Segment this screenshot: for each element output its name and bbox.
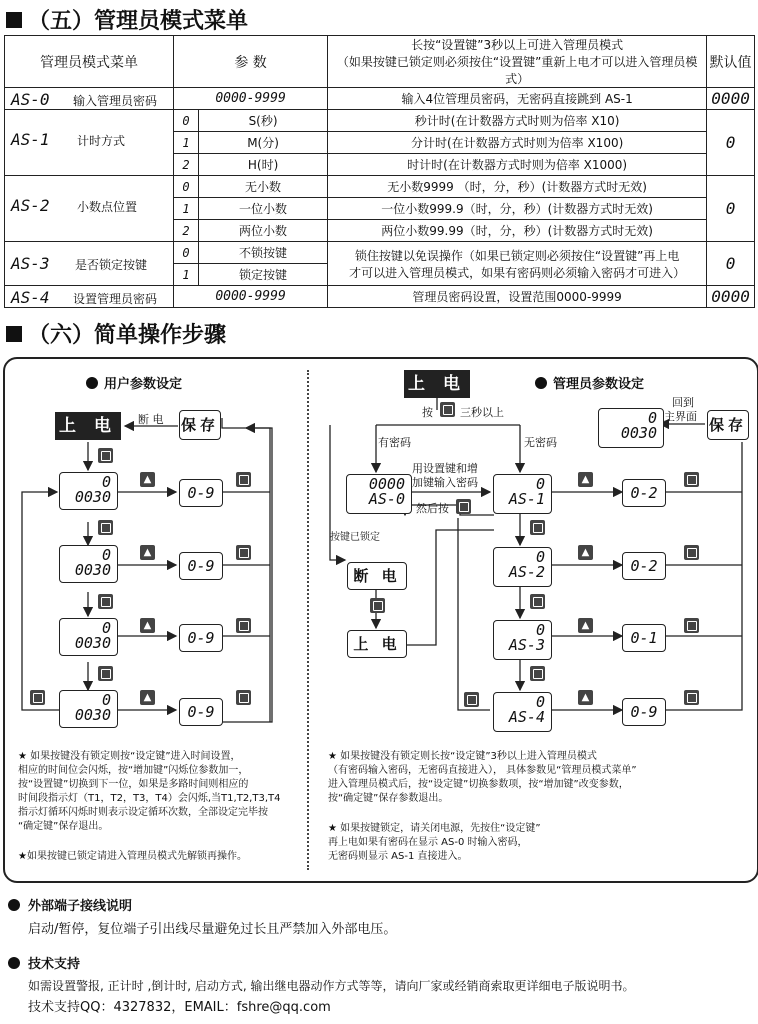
header-param: 参 数 [174,36,328,88]
power-off-box: 断 电 [347,562,407,590]
as4-display: 0 AS-4 [493,692,552,732]
table-row: AS-2 小数点位置 0 无小数 无小数9999 （时，分，秒）(计数器方式时无效) 0 [5,176,755,198]
right-panel-title: 管理员参数设定 [535,373,644,392]
value-range-2: 0-9 [179,552,223,580]
set-key-icon[interactable] [456,499,471,514]
section5-title: （五）管理员模式菜单 [6,4,248,35]
bullet-icon [8,899,20,911]
left-note-1: ★ 如果按键没有锁定则按“设定键”进入时间设置， 相应的时间位会闪烁，按“增加键”闪烁位参数加一， 按“设置键”切换到下一位，如果是多路时间则相应的 时间段指示灯（T1，T2，T3，T4）会闪烁,当T1,T2,T3,T4 指示灯循环闪烁时则表示设定循环次数，全部设定完毕按 “确定键”保存退出。 [18,751,281,832]
row-desc: 输入4位管理员密码，无密码直接跳到 AS-1 [328,88,707,110]
bullet-icon [86,377,98,389]
table-row: AS-0 输入管理员密码 0000-9999 输入4位管理员密码，无密码直接跳到 AS-1 0000 [5,88,755,110]
increase-key-icon[interactable]: ▲ [578,690,593,705]
power-on-box: 上 电 [347,630,407,658]
increase-key-icon[interactable]: ▲ [140,690,155,705]
set-key-icon[interactable] [530,520,545,535]
power-off-label: 断 电 [138,413,164,426]
time-display-1: 0 0030 [59,472,118,510]
set-key-icon[interactable] [236,690,251,705]
set-key-icon[interactable] [464,692,479,707]
as1-range: 0-2 [622,479,666,507]
value-range-4: 0-9 [179,698,223,726]
table-row: 1 锁定按键 [5,264,755,286]
as2-display: 0 AS-2 [493,547,552,587]
set-key-icon[interactable] [684,690,699,705]
set-key-icon[interactable] [98,666,113,681]
value-range-3: 0-9 [179,624,223,652]
table-row: 1 M(分) 分计时(在计数器方式时则为倍率 X100) [5,132,755,154]
set-key-icon[interactable] [98,448,113,463]
value-range-1: 0-9 [179,479,223,507]
as4-range: 0-9 [622,698,666,726]
header-desc: 长按“设置键”3秒以上可进入管理员模式 （如果按键已锁定则必须按住“设置键”重新上电才可以进入管理员模式） [328,36,707,88]
wiring-text: 启动/暂停，复位端子引出线尽量避免过长且严禁加入外部电压。 [28,922,397,937]
table-row: AS-4 设置管理员密码 0000-9999 管理员密码设置，设置范围0000-9999 0000 [5,286,755,308]
admin-power-on-label: 上 电 [404,370,470,398]
wiring-heading: 外部端子接线说明 [8,895,132,914]
set-key-icon[interactable] [98,520,113,535]
table-row: AS-3 是否锁定按键 0 不锁按键 锁住按键以免误操作（如果已锁定则必须按住“设置键”再上电 才可以进入管理员模式，如果有密码则必须输入密码才可进入） 0 [5,242,755,264]
set-key-icon[interactable] [370,598,385,613]
support-contact: 技术支持QQ：4327832，EMAIL：fshre@qq.com [28,1000,331,1015]
right-note-2: ★ 如果按键锁定，请关闭电源，先按住“设定键” 再上电如果有密码在显示 AS-0 时输入密码， 无密码则显示 AS-1 直接进入。 [328,823,541,862]
increase-key-icon[interactable]: ▲ [140,472,155,487]
support-heading: 技术支持 [8,953,80,972]
power-on-label: 上 电 [55,412,121,440]
set-key-icon[interactable] [30,690,45,705]
table-row: AS-1 计时方式 0 S(秒) 秒计时(在计数器方式时则为倍率 X10) 0 [5,110,755,132]
as2-range: 0-2 [622,552,666,580]
time-display-2: 0 0030 [59,545,118,583]
set-key-icon[interactable] [684,545,699,560]
set-key-icon[interactable] [236,545,251,560]
support-text: 如需设置警报, 正计时 ,倒计时, 启动方式, 输出继电器动作方式等等，请向厂家或经销商索取更详细电子版说明书。 [28,979,635,993]
header-default: 默认值 [707,36,755,88]
as0-display: 0000 AS-0 [346,474,412,514]
as1-display: 0 AS-1 [493,474,552,514]
table-row: 1 一位小数 一位小数999.9（时，分，秒）(计数器方式时无效) [5,198,755,220]
right-note-1: ★ 如果按键没有锁定则长按“设定键”3秒以上进入管理员模式 （有密码输入密码，无密码直接进入）， 具体参数见“管理员模式菜单” 进入管理员模式后，按“设定键”切换参数项，按“增加键”改变参数， 按“确定键”保存参数退出。 [328,751,637,804]
table-row: 2 两位小数 两位小数99.99（时，分，秒）(计数器方式时无效) [5,220,755,242]
save-button[interactable]: 保存 [179,410,221,440]
main-display: 0 0030 [598,408,664,448]
increase-key-icon[interactable]: ▲ [578,472,593,487]
bullet-icon [8,957,20,969]
set-key-icon[interactable] [530,594,545,609]
increase-key-icon[interactable]: ▲ [578,545,593,560]
time-display-3: 0 0030 [59,618,118,656]
set-key-icon[interactable] [98,594,113,609]
set-key-icon[interactable] [440,402,455,417]
admin-save-button[interactable]: 保存 [707,410,749,440]
bullet-icon [535,377,547,389]
set-key-icon[interactable] [236,472,251,487]
set-key-icon[interactable] [530,666,545,681]
time-display-4: 0 0030 [59,690,118,728]
left-note-2: ★如果按键已锁定请进入管理员模式先解锁再操作。 [18,851,247,862]
set-key-icon[interactable] [684,472,699,487]
set-key-icon[interactable] [684,618,699,633]
left-panel-title: 用户参数设定 [86,373,182,392]
increase-key-icon[interactable]: ▲ [140,545,155,560]
set-key-icon[interactable] [236,618,251,633]
table-row: 2 H(时) 时计时(在计数器方式时则为倍率 X1000) [5,154,755,176]
as3-display: 0 AS-3 [493,620,552,660]
as3-range: 0-1 [622,624,666,652]
increase-key-icon[interactable]: ▲ [140,618,155,633]
increase-key-icon[interactable]: ▲ [578,618,593,633]
section6-title: （六）简单操作步骤 [6,318,226,349]
header-menu: 管理员模式菜单 [5,36,174,88]
